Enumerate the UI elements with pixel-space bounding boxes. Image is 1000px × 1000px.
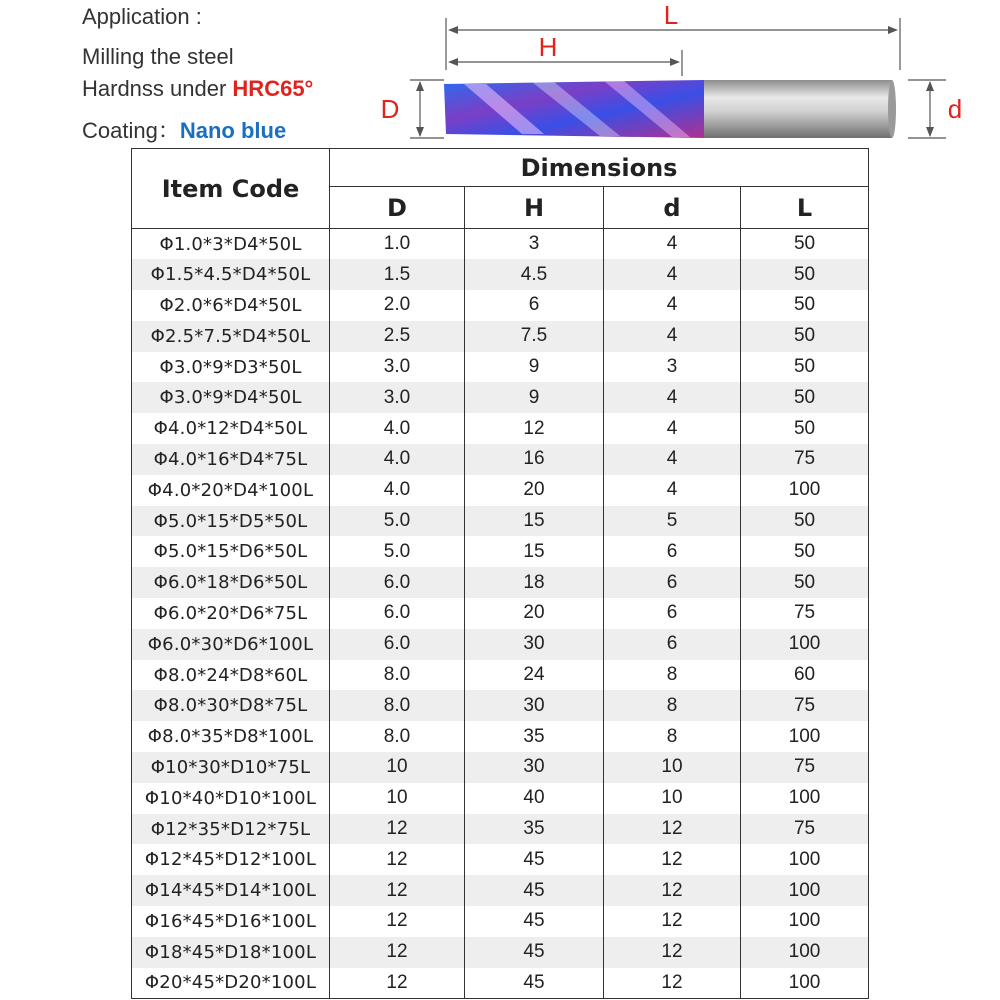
column-header-L: L — [741, 187, 869, 229]
table-row — [132, 906, 869, 937]
dimension-cell-L: 50 — [741, 321, 869, 352]
dimension-cell-D: 1.5 — [330, 259, 465, 290]
item-code-cell: Φ3.0*9*D4*50L — [132, 382, 330, 413]
dimension-cell-d: 4 — [604, 444, 741, 475]
item-code-cell: Φ5.0*15*D5*50L — [132, 506, 330, 537]
dimension-cell-L: 60 — [741, 660, 869, 691]
dimension-cell-D: 5.0 — [330, 536, 465, 567]
dimension-cell-H: 3 — [465, 229, 604, 260]
item-code-cell: Φ6.0*30*D6*100L — [132, 629, 330, 660]
dimension-cell-d: 8 — [604, 690, 741, 721]
dimension-cell-L: 100 — [741, 844, 869, 875]
column-header-H: H — [465, 187, 604, 229]
dimension-cell-L: 75 — [741, 814, 869, 845]
dimension-cell-D: 8.0 — [330, 660, 465, 691]
item-code-cell: Φ1.0*3*D4*50L — [132, 229, 330, 260]
dimension-cell-D: 8.0 — [330, 721, 465, 752]
dimension-cell-d: 5 — [604, 506, 741, 537]
table-row — [132, 690, 869, 721]
dimension-cell-D: 3.0 — [330, 382, 465, 413]
dimension-cell-L: 100 — [741, 875, 869, 906]
table-row — [132, 629, 869, 660]
dimension-cell-d: 8 — [604, 660, 741, 691]
dimension-cell-H: 7.5 — [465, 321, 604, 352]
dimension-cell-L: 100 — [741, 721, 869, 752]
dimension-cell-d: 4 — [604, 382, 741, 413]
item-code-cell: Φ12*35*D12*75L — [132, 814, 330, 845]
dimension-cell-d: 3 — [604, 352, 741, 383]
dimension-cell-H: 12 — [465, 413, 604, 444]
table-row — [132, 352, 869, 383]
dimension-cell-L: 75 — [741, 598, 869, 629]
item-code-cell: Φ3.0*9*D3*50L — [132, 352, 330, 383]
dimension-cell-H: 4.5 — [465, 259, 604, 290]
dimension-cell-H: 20 — [465, 598, 604, 629]
table-row — [132, 444, 869, 475]
dimension-cell-D: 10 — [330, 783, 465, 814]
dimension-cell-L: 100 — [741, 968, 869, 999]
dimension-cell-D: 3.0 — [330, 352, 465, 383]
hardness-line — [82, 76, 313, 102]
table-row — [132, 506, 869, 537]
table-row — [132, 660, 869, 691]
table-row — [132, 752, 869, 783]
dimension-cell-d: 10 — [604, 783, 741, 814]
table-row — [132, 475, 869, 506]
table-row — [132, 875, 869, 906]
dimension-cell-H: 45 — [465, 844, 604, 875]
dimension-cell-d: 6 — [604, 536, 741, 567]
dimension-label-H: H — [538, 32, 558, 62]
dimension-label-L: L — [663, 0, 679, 30]
dimension-cell-L: 50 — [741, 506, 869, 537]
dimension-cell-D: 10 — [330, 752, 465, 783]
column-header-d: d — [604, 187, 741, 229]
dimension-cell-d: 12 — [604, 814, 741, 845]
dimension-cell-d: 4 — [604, 229, 741, 260]
dimension-cell-H: 45 — [465, 875, 604, 906]
table-row — [132, 598, 869, 629]
dimension-cell-L: 50 — [741, 567, 869, 598]
dimension-cell-D: 2.0 — [330, 290, 465, 321]
table-row — [132, 844, 869, 875]
column-header-D: D — [330, 187, 465, 229]
dimension-cell-H: 24 — [465, 660, 604, 691]
coating-label: Coating： — [82, 118, 180, 143]
table-row — [132, 937, 869, 968]
table-row — [132, 321, 869, 352]
dimension-label-D: D — [380, 94, 400, 124]
dimension-cell-L: 50 — [741, 413, 869, 444]
dimension-cell-H: 35 — [465, 721, 604, 752]
dimension-cell-H: 9 — [465, 382, 604, 413]
dimension-cell-H: 6 — [465, 290, 604, 321]
dimension-cell-D: 12 — [330, 814, 465, 845]
dimension-cell-L: 75 — [741, 690, 869, 721]
dimension-cell-L: 100 — [741, 629, 869, 660]
dimension-cell-L: 50 — [741, 229, 869, 260]
application-use: Milling the steel — [82, 44, 234, 69]
dimension-cell-D: 6.0 — [330, 567, 465, 598]
dimension-cell-D: 12 — [330, 906, 465, 937]
dimension-cell-D: 12 — [330, 968, 465, 999]
table-row — [132, 814, 869, 845]
dimension-cell-H: 9 — [465, 352, 604, 383]
table-row — [132, 413, 869, 444]
item-code-cell: Φ8.0*35*D8*100L — [132, 721, 330, 752]
dimension-cell-D: 6.0 — [330, 598, 465, 629]
dimension-cell-D: 4.0 — [330, 475, 465, 506]
dimension-cell-H: 40 — [465, 783, 604, 814]
dimension-cell-L: 50 — [741, 382, 869, 413]
dimension-cell-d: 12 — [604, 844, 741, 875]
dimension-cell-L: 100 — [741, 783, 869, 814]
dimension-cell-H: 45 — [465, 968, 604, 999]
dimension-cell-H: 35 — [465, 814, 604, 845]
table-row — [132, 229, 869, 260]
dimension-cell-D: 2.5 — [330, 321, 465, 352]
item-code-cell: Φ18*45*D18*100L — [132, 937, 330, 968]
item-code-cell: Φ20*45*D20*100L — [132, 968, 330, 999]
dimension-cell-d: 12 — [604, 906, 741, 937]
end-mill-diagram — [372, 0, 972, 148]
dimension-cell-H: 45 — [465, 937, 604, 968]
item-code-cell: Φ12*45*D12*100L — [132, 844, 330, 875]
table-row — [132, 968, 869, 999]
item-code-cell: Φ10*30*D10*75L — [132, 752, 330, 783]
dimension-cell-d: 4 — [604, 290, 741, 321]
dimension-cell-d: 8 — [604, 721, 741, 752]
item-code-cell: Φ8.0*30*D8*75L — [132, 690, 330, 721]
dimension-cell-d: 10 — [604, 752, 741, 783]
dimension-cell-D: 8.0 — [330, 690, 465, 721]
dimension-cell-L: 100 — [741, 475, 869, 506]
item-code-cell: Φ5.0*15*D6*50L — [132, 536, 330, 567]
dimension-cell-d: 6 — [604, 567, 741, 598]
dimension-cell-H: 18 — [465, 567, 604, 598]
item-code-cell: Φ8.0*24*D8*60L — [132, 660, 330, 691]
dimension-cell-D: 4.0 — [330, 444, 465, 475]
dimension-cell-L: 50 — [741, 536, 869, 567]
item-code-cell: Φ16*45*D16*100L — [132, 906, 330, 937]
hardness-value: HRC65° — [232, 76, 314, 101]
dimension-cell-d: 12 — [604, 968, 741, 999]
item-code-cell: Φ14*45*D14*100L — [132, 875, 330, 906]
dimension-cell-H: 45 — [465, 906, 604, 937]
dimension-cell-L: 100 — [741, 906, 869, 937]
table-row — [132, 536, 869, 567]
dimension-cell-L: 75 — [741, 444, 869, 475]
dimension-label-d: d — [947, 94, 963, 124]
table-row — [132, 783, 869, 814]
dimension-cell-d: 4 — [604, 413, 741, 444]
table-row — [132, 259, 869, 290]
coating-line — [82, 114, 286, 145]
item-code-cell: Φ1.5*4.5*D4*50L — [132, 259, 330, 290]
item-code-cell: Φ2.0*6*D4*50L — [132, 290, 330, 321]
dimension-cell-d: 6 — [604, 598, 741, 629]
item-code-cell: Φ6.0*20*D6*75L — [132, 598, 330, 629]
dimension-cell-L: 50 — [741, 352, 869, 383]
item-code-cell: Φ10*40*D10*100L — [132, 783, 330, 814]
dimension-cell-d: 4 — [604, 321, 741, 352]
item-code-cell: Φ2.5*7.5*D4*50L — [132, 321, 330, 352]
dimension-cell-D: 12 — [330, 875, 465, 906]
dimensions-table — [131, 148, 869, 999]
dimension-cell-H: 30 — [465, 752, 604, 783]
dimension-cell-d: 12 — [604, 875, 741, 906]
dimension-cell-L: 50 — [741, 259, 869, 290]
item-code-header: Item Code — [132, 149, 330, 229]
table-row — [132, 382, 869, 413]
dimension-cell-D: 4.0 — [330, 413, 465, 444]
coating-value: Nano blue — [179, 118, 287, 143]
dimensions-header: Dimensions — [330, 149, 869, 187]
dimension-cell-D: 1.0 — [330, 229, 465, 260]
dimension-cell-H: 30 — [465, 629, 604, 660]
dimension-cell-D: 6.0 — [330, 629, 465, 660]
item-code-cell: Φ4.0*12*D4*50L — [132, 413, 330, 444]
dimension-cell-H: 30 — [465, 690, 604, 721]
item-code-cell: Φ4.0*16*D4*75L — [132, 444, 330, 475]
table-row — [132, 290, 869, 321]
dimension-cell-D: 12 — [330, 937, 465, 968]
application-title: Application : — [82, 4, 202, 29]
dimension-cell-d: 4 — [604, 475, 741, 506]
dimension-cell-L: 75 — [741, 752, 869, 783]
dimension-cell-D: 5.0 — [330, 506, 465, 537]
dimension-cell-H: 20 — [465, 475, 604, 506]
dimension-cell-d: 6 — [604, 629, 741, 660]
table-row — [132, 567, 869, 598]
dimension-cell-d: 12 — [604, 937, 741, 968]
hardness-label: Hardnss under — [82, 76, 233, 101]
dimension-cell-L: 50 — [741, 290, 869, 321]
table-row — [132, 721, 869, 752]
dimension-cell-d: 4 — [604, 259, 741, 290]
dimension-cell-L: 100 — [741, 937, 869, 968]
item-code-cell: Φ6.0*18*D6*50L — [132, 567, 330, 598]
dimension-cell-H: 16 — [465, 444, 604, 475]
dimension-cell-D: 12 — [330, 844, 465, 875]
dimension-cell-H: 15 — [465, 536, 604, 567]
item-code-cell: Φ4.0*20*D4*100L — [132, 475, 330, 506]
dimension-cell-H: 15 — [465, 506, 604, 537]
